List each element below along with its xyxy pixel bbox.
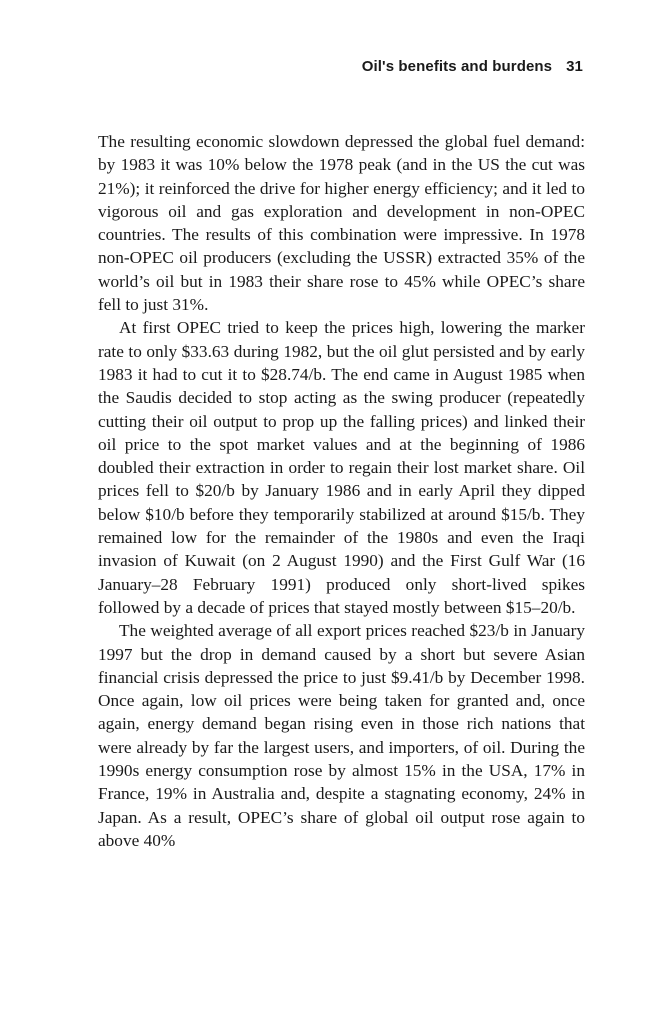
paragraph: The resulting economic slowdown depressed the global fuel demand: by 1983 it was 10% below the 1978 peak (and in the US the cut was 21%); it reinforced the drive for higher energy efficiency; and it led to vigorous oil and gas exploration and development in non-OPEC countries. The results of this combination were impressive. In 1978 non-OPEC oil producers (excluding the USSR) extracted 35% of the world’s oil but in 1983 their share rose to 45% while OPEC’s share fell to just 31%.	[98, 132, 585, 315]
body-text	[98, 130, 585, 852]
paragraph: At first OPEC tried to keep the prices high, lowering the marker rate to only $33.63 during 1982, but the oil glut persisted and by early 1983 it had to cut it to $28.74/b. The end came in August 1985 when the Saudis decided to stop acting as the swing producer (repeatedly cutting their oil output to prop up the falling prices) and linked their oil price to the spot market values and at the beginning of 1986 doubled their extraction in order to regain their lost market share. Oil prices fell to $20/b by January 1986 and in early April they dipped below $10/b before they temporarily stabilized at around $15/b. They remained low for the remainder of the 1980s and even the Iraqi invasion of Kuwait (on 2 August 1990) and the First Gulf War (16 January–28 February 1991) produced only short-lived spikes followed by a decade of prices that stayed mostly between $15–20/b.	[98, 318, 585, 617]
paragraph: The weighted average of all export prices reached $23/b in January 1997 but the drop in demand caused by a short but severe Asian financial crisis depressed the price to just $9.41/b by December 1998. Once again, low oil prices were being taken for granted and, once again, energy demand began rising even in those rich nations that were already by far the largest users, and importers, of oil. During the 1990s energy consumption rose by almost 15% in the USA, 17% in France, 19% in Australia and, despite a stagnating economy, 24% in Japan. As a result, OPEC’s share of global oil output rose again to above 40%	[98, 621, 585, 850]
page-number: 31	[566, 58, 583, 75]
running-title: Oil's benefits and burdens	[361, 58, 553, 75]
running-head	[362, 58, 583, 75]
